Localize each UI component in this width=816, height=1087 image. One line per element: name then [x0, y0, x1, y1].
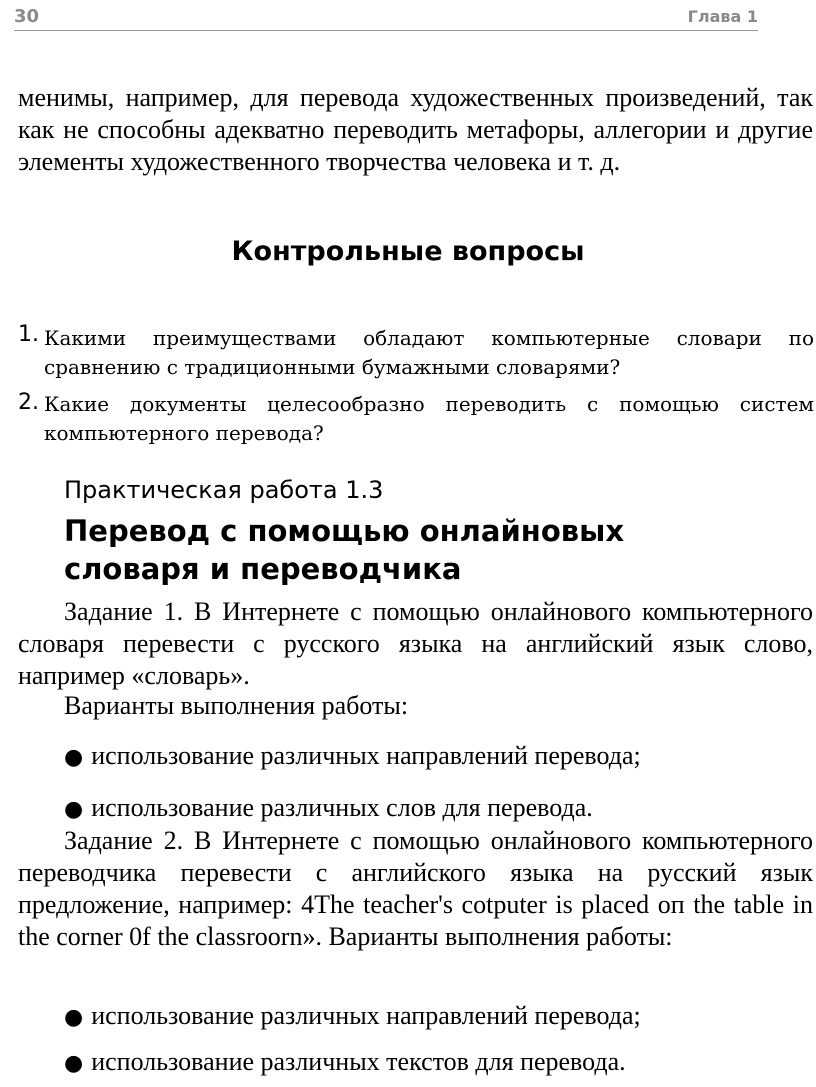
- bullet-text: использование различных слов для перевода.: [91, 793, 593, 822]
- page-header: [14, 4, 758, 31]
- chapter-label: Глава 1: [687, 7, 758, 26]
- practical-work-title: Перевод с помощью онлайновых словаря и переводчика: [64, 514, 625, 586]
- question-1-text: Какими преимуществами обладают компьютерные словари по сравнению с традиционными бумажными словарями?: [44, 326, 814, 379]
- question-1-number: 1.: [18, 322, 39, 347]
- bullet-icon: ●: [64, 1051, 84, 1076]
- task-1-bullet-1: [64, 740, 641, 774]
- bullet-icon: ●: [64, 797, 84, 822]
- bullet-text: использование различных текстов для перевода.: [91, 1047, 626, 1076]
- practical-work-label: Практическая работа 1.3: [64, 476, 384, 504]
- bullet-text: использование различных направлений перевода;: [91, 741, 641, 770]
- question-2-text: Какие документы целесообразно переводить с помощью систем компьютерного перевода?: [44, 392, 814, 445]
- task-2-bullet-2: [64, 1046, 626, 1080]
- bullet-icon: ●: [64, 745, 84, 770]
- intro-paragraph: менимы, например, для перевода художественных произведений, так как не способны адекватно переводить метафоры, аллегории и другие элементы художественного творчества человека и т. д.: [18, 83, 813, 176]
- bullet-icon: ●: [64, 1005, 84, 1030]
- task-2-bullet-1: [64, 1000, 641, 1034]
- page-number: 30: [14, 6, 40, 27]
- task-2-text: Задание 2. В Интернете с помощью онлайнового компьютерного переводчика перевести с английского языка на русский язык предложение, например: 4The teacher's cotputer is placed оп the table in the corner 0f the classroorn». Варианты выполнения работы:: [18, 826, 813, 951]
- control-questions-heading: Контрольные вопросы: [231, 236, 585, 267]
- task-1-variants-label: Варианты выполнения работы:: [64, 691, 409, 720]
- task-1-text: Задание 1. В Интернете с помощью онлайнового компьютерного словаря перевести с русского языка на английский язык слово, например «словарь».: [18, 597, 813, 690]
- task-1-bullet-2: [64, 792, 593, 826]
- question-2-number: 2.: [18, 390, 39, 415]
- bullet-text: использование различных направлений перевода;: [91, 1001, 641, 1030]
